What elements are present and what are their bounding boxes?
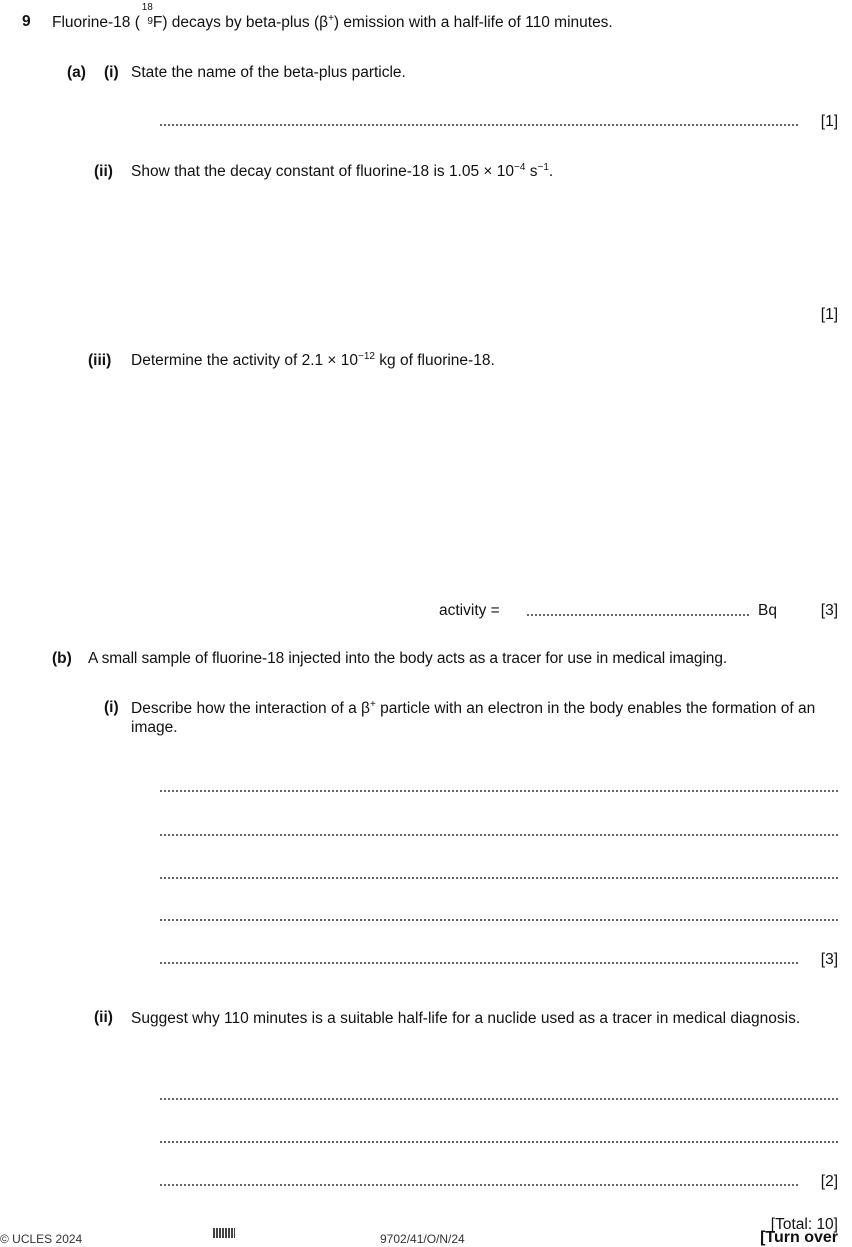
answer-line[interactable] bbox=[159, 1184, 799, 1186]
nuclide-notation bbox=[140, 2, 153, 27]
part-a-ii-label: (ii) bbox=[94, 163, 113, 180]
mark-a-ii: [1] bbox=[820, 306, 838, 323]
stem-text-middle: ) decays by beta-plus (β bbox=[162, 14, 329, 31]
stem-text-end: ) emission with a half-life of 110 minutes. bbox=[333, 14, 613, 31]
part-b-intro: A small sample of fluorine-18 injected into the body acts as a tracer for use in medical imaging. bbox=[88, 650, 728, 667]
part-b-ii-question: Suggest why 110 minutes is a suitable half-life for a nuclide used as a tracer in medical diagnosis. bbox=[131, 1010, 801, 1027]
footer-copyright: © UCLES 2024 bbox=[0, 1232, 83, 1246]
part-a-iii-label: (iii) bbox=[88, 352, 112, 369]
beta-plus-sign: + bbox=[369, 698, 376, 710]
part-a-ii-question bbox=[131, 163, 553, 181]
answer-line[interactable] bbox=[159, 919, 839, 921]
part-b-i-label: (i) bbox=[104, 699, 119, 716]
decay-constant-text: Show that the decay constant of fluorine-18 is 1.05 × 10 bbox=[131, 163, 515, 180]
exponent: −1 bbox=[537, 161, 549, 173]
answer-line[interactable] bbox=[159, 790, 839, 792]
unit-text: s bbox=[525, 163, 538, 180]
answer-line[interactable] bbox=[159, 877, 839, 879]
part-b-ii-label: (ii) bbox=[94, 1009, 113, 1026]
beta-plus-sign: + bbox=[328, 12, 334, 24]
question-number: 9 bbox=[22, 13, 31, 30]
part-b-i-question bbox=[131, 699, 836, 737]
mass-text: Determine the activity of 2.1 × 10 bbox=[131, 352, 359, 369]
answer-line[interactable] bbox=[159, 834, 839, 836]
exponent: −12 bbox=[358, 350, 375, 362]
stem-text-start: Fluorine-18 ( bbox=[52, 14, 140, 31]
mark-a-iii: [3] bbox=[820, 602, 838, 619]
footer-turn-over: [Turn over bbox=[760, 1229, 838, 1246]
mass-text-end: kg of fluorine-18. bbox=[375, 352, 495, 369]
answer-line[interactable] bbox=[159, 962, 799, 964]
interaction-text-end: particle with an electron in the body enables the formation of an image. bbox=[131, 700, 816, 736]
barcode-icon bbox=[213, 1228, 235, 1238]
activity-answer-line[interactable] bbox=[526, 614, 749, 616]
nuclide-mass-number: 18 bbox=[141, 2, 153, 13]
mark-b-ii: [2] bbox=[820, 1173, 838, 1190]
question-stem bbox=[52, 2, 613, 32]
nuclide-symbol: F bbox=[152, 14, 163, 31]
answer-line[interactable] bbox=[159, 1098, 839, 1100]
activity-unit: Bq bbox=[758, 602, 777, 619]
part-a-iii-question bbox=[131, 352, 495, 370]
part-a-label: (a) bbox=[67, 64, 86, 81]
footer-paper-code: 9702/41/O/N/24 bbox=[380, 1232, 465, 1246]
part-a-i-label: (i) bbox=[104, 64, 119, 81]
answer-line[interactable] bbox=[159, 1141, 839, 1143]
answer-line[interactable] bbox=[159, 124, 799, 126]
mark-a-i: [1] bbox=[820, 113, 838, 130]
activity-answer-label: activity = bbox=[439, 602, 500, 619]
part-b-label: (b) bbox=[52, 650, 72, 667]
nuclide-atomic-number: 9 bbox=[147, 16, 153, 27]
total-marks: [Total: 10] bbox=[770, 1216, 838, 1233]
part-a-i-question: State the name of the beta-plus particle. bbox=[131, 64, 406, 81]
interaction-text: Describe how the interaction of a β bbox=[131, 700, 370, 717]
mark-b-i: [3] bbox=[820, 951, 838, 968]
exponent: −4 bbox=[514, 161, 526, 173]
period: . bbox=[548, 163, 554, 180]
